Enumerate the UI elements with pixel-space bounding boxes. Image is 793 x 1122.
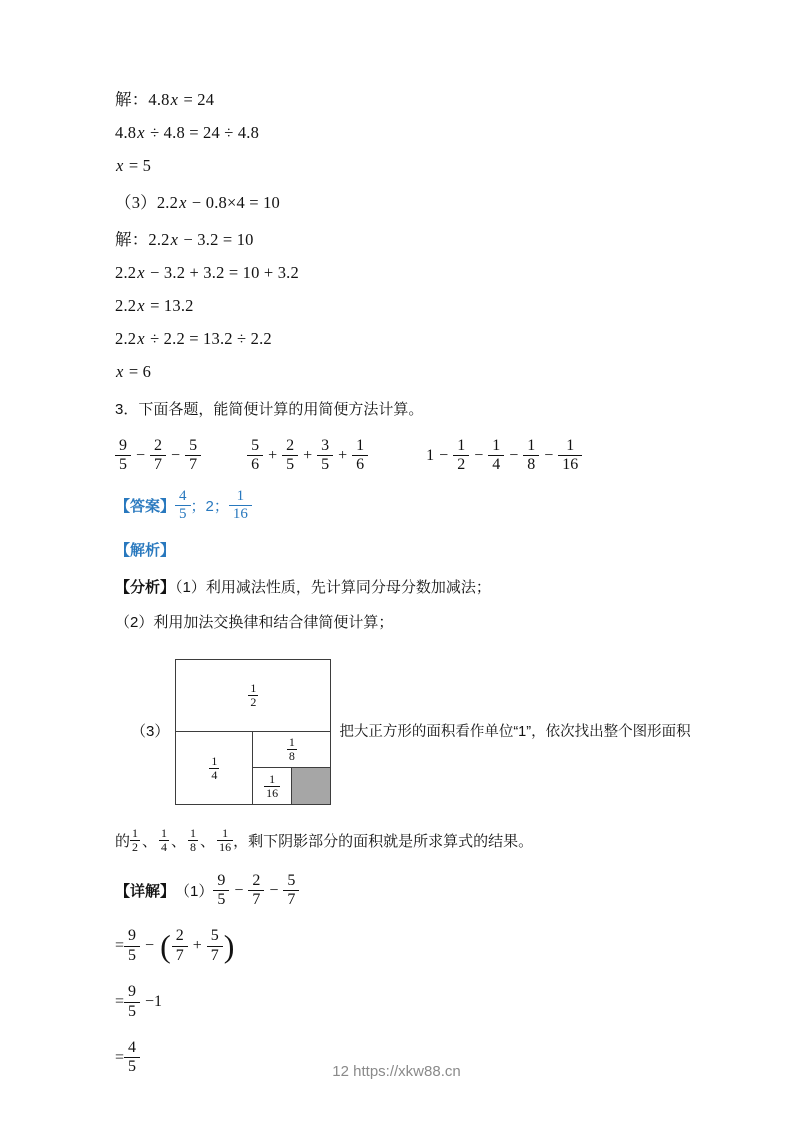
fraction-numerator: 1 (132, 826, 139, 841)
fraction-numerator: 2 (175, 927, 184, 945)
paragraph-text: 的 (115, 833, 131, 851)
math-text: 解：4.8 (115, 90, 170, 109)
equation-line (115, 296, 763, 316)
fraction-numerator: 1 (161, 826, 168, 841)
fraction-denominator: 4 (211, 767, 218, 782)
variable-x: x (116, 362, 124, 381)
left-parenthesis: ( (160, 927, 171, 964)
fraction (248, 682, 258, 709)
equation-line (115, 329, 763, 349)
fraction-numerator: 4 (128, 1039, 137, 1056)
fraction (159, 827, 169, 854)
fraction-denominator: 8 (523, 455, 539, 474)
quarter-cell (176, 732, 253, 804)
sixteenth-cell (253, 768, 292, 804)
fraction-numerator: 1 (190, 826, 197, 841)
fraction-denominator: 7 (150, 455, 166, 474)
answer-line (115, 488, 763, 524)
variable-x: x (170, 90, 179, 109)
fraction-numerator: 1 (527, 436, 536, 454)
fraction (352, 437, 368, 475)
fraction-numerator: 5 (287, 871, 296, 889)
fraction-numerator: 5 (189, 436, 198, 454)
fraction (207, 927, 223, 965)
fraction (209, 755, 219, 782)
xiangjie-line (115, 872, 763, 910)
point-3-text: 把大正方形的面积看作单位“1”，依次找出整个图形面积 (339, 723, 691, 740)
fraction-denominator: 8 (190, 840, 197, 855)
expression-1 (115, 437, 201, 475)
fraction (283, 872, 299, 910)
fraction-denominator: 5 (175, 505, 191, 523)
fraction-numerator: 3 (321, 436, 330, 454)
fraction-denominator: 7 (185, 455, 201, 474)
fraction-denominator: 7 (248, 890, 264, 909)
fraction (282, 437, 298, 475)
plus-operator: + (268, 446, 278, 464)
fraction-denominator: 7 (172, 946, 188, 965)
page-footer: 12 https://xkw88.cn (332, 1063, 461, 1080)
fraction (124, 927, 140, 965)
fraction-numerator: 9 (128, 983, 137, 1001)
fraction-denominator: 16 (219, 840, 232, 855)
fraction-denominator: 16 (266, 785, 279, 800)
equation-line (115, 189, 763, 213)
fraction (217, 827, 233, 854)
eighth-cell (253, 732, 330, 768)
minus-operator: − (136, 446, 146, 464)
fraction-denominator: 16 (558, 455, 582, 474)
math-text: = 24 (179, 90, 215, 109)
item-number: （1） (175, 883, 214, 901)
fraction-numerator: 1 (211, 753, 218, 768)
bottom-half (176, 732, 330, 804)
math-text: （3）2.2 (115, 193, 179, 212)
fraction-denominator: 4 (161, 840, 168, 855)
variable-x: x (170, 230, 179, 249)
fraction-numerator: 1 (269, 771, 276, 786)
minus-operator: − (439, 446, 449, 464)
fenxi-text: （1）利用减法性质，先计算同分母分数加减法； (175, 578, 491, 596)
expression-2 (247, 437, 368, 475)
math-text: = 6 (124, 362, 152, 381)
math-text: 1 (426, 446, 435, 464)
continuation-paragraph (115, 827, 763, 854)
fenxi-point-2: （2）利用加法交换律和结合律简便计算； (115, 613, 394, 631)
math-text: ÷ 2.2 = 13.2 ÷ 2.2 (145, 329, 272, 348)
minus-operator: − (474, 446, 484, 464)
fraction-denominator: 5 (124, 946, 140, 965)
fraction (188, 827, 198, 854)
math-text: = 13.2 (145, 296, 194, 315)
fraction-denominator: 7 (283, 890, 299, 909)
right-parenthesis: ) (223, 927, 235, 964)
math-text: = 5 (124, 156, 152, 175)
variable-x: x (116, 156, 124, 175)
fraction (175, 488, 191, 524)
equation-line (115, 123, 763, 143)
equals-sign: = (115, 1048, 125, 1066)
plus-operator: + (303, 446, 313, 464)
fraction (115, 437, 131, 475)
enumeration-comma: 、 (200, 833, 216, 851)
fraction (229, 488, 252, 524)
equation-solution-block (115, 86, 763, 382)
solution-step (115, 983, 763, 1021)
minus-operator: − (234, 881, 244, 899)
fraction-denominator: 6 (247, 455, 263, 474)
fraction-numerator: 1 (457, 436, 466, 454)
fraction-denominator: 16 (229, 505, 252, 523)
variable-x: x (137, 123, 145, 142)
math-text: − 3.2 = 10 (179, 230, 254, 249)
fraction (130, 827, 140, 854)
fraction (523, 437, 539, 475)
fraction-numerator: 1 (288, 735, 295, 750)
fraction-numerator: 2 (286, 436, 295, 454)
fraction-denominator: 6 (352, 455, 368, 474)
fraction-numerator: 1 (236, 487, 245, 504)
math-text: − 3.2 + 3.2 = 10 + 3.2 (145, 263, 299, 282)
fraction (317, 437, 333, 475)
fraction-numerator: 9 (128, 927, 137, 945)
fraction (558, 437, 582, 475)
equation-line (115, 86, 763, 110)
answer-separator: ；2； (190, 497, 229, 515)
equation-line (115, 156, 763, 176)
enumeration-comma: 、 (142, 833, 158, 851)
math-text: 2.2 (115, 329, 137, 348)
plus-operator: + (192, 937, 202, 955)
right-quarter (253, 732, 330, 804)
last-row (253, 768, 330, 804)
jiexi-header: 【解析】 (115, 542, 176, 560)
fraction-denominator: 2 (132, 840, 139, 855)
fraction-numerator: 9 (217, 871, 226, 889)
fraction (453, 437, 469, 475)
fraction-numerator: 1 (222, 826, 229, 841)
fraction (287, 736, 297, 763)
variable-x: x (137, 296, 145, 315)
fraction (264, 773, 280, 800)
fraction (248, 872, 264, 910)
fraction-numerator: 5 (251, 436, 260, 454)
fraction (185, 437, 201, 475)
shaded-cell (292, 768, 331, 804)
variable-x: x (179, 193, 187, 212)
fraction-denominator: 5 (282, 455, 298, 474)
answer-label: 【答案】 (115, 497, 176, 515)
enumeration-comma: 、 (171, 833, 187, 851)
fraction-denominator: 5 (115, 455, 131, 474)
minus-operator: − (269, 881, 279, 899)
equals-sign: = (115, 937, 125, 955)
minus-operator: − (509, 446, 519, 464)
fraction-denominator: 5 (124, 1057, 140, 1076)
fraction-denominator: 4 (488, 455, 504, 474)
fraction-numerator: 4 (179, 487, 187, 504)
math-text: 2.2 (115, 263, 137, 282)
fraction (172, 927, 188, 965)
math-text: −1 (145, 993, 163, 1011)
fraction-denominator: 8 (288, 749, 295, 764)
equation-line (115, 362, 763, 382)
expression-row (115, 437, 763, 475)
fraction-denominator: 2 (453, 455, 469, 474)
math-text: − 0.8×4 = 10 (187, 193, 281, 212)
fraction (124, 983, 140, 1021)
minus-operator: − (544, 446, 554, 464)
fraction (247, 437, 263, 475)
equation-line (115, 226, 763, 250)
fraction-diagram-row (115, 659, 763, 805)
equals-sign: = (115, 993, 125, 1011)
fraction-numerator: 1 (492, 436, 501, 454)
fraction-denominator: 5 (124, 1002, 140, 1021)
unit-square-diagram (175, 659, 331, 805)
half-cell (176, 660, 330, 732)
fraction (488, 437, 504, 475)
fraction-numerator: 9 (119, 436, 127, 454)
plus-operator: + (338, 446, 348, 464)
fraction-numerator: 2 (252, 871, 261, 889)
fenxi-line (115, 577, 763, 599)
fraction-numerator: 5 (210, 927, 219, 945)
minus-operator: − (171, 446, 181, 464)
equation-line (115, 263, 763, 283)
fraction-numerator: 1 (250, 681, 257, 696)
fenxi-label: 【分析】 (115, 578, 176, 596)
fraction-denominator: 7 (207, 946, 223, 965)
math-text: 4.8 (115, 123, 137, 142)
question-3-title: 3．下面各题，能简便计算的用简便方法计算。 (115, 401, 424, 418)
fraction-numerator: 1 (566, 436, 575, 454)
fraction-denominator: 5 (317, 455, 333, 474)
math-text: 解：2.2 (115, 230, 170, 249)
xiangjie-label: 【详解】 (115, 883, 176, 901)
fraction-denominator: 5 (213, 890, 229, 909)
variable-x: x (137, 263, 145, 282)
fraction-denominator: 2 (250, 695, 257, 710)
fraction-numerator: 1 (356, 436, 365, 454)
point-3-label: （3） (131, 723, 170, 741)
expression-3 (426, 437, 582, 475)
fraction (150, 437, 166, 475)
math-text: 2.2 (115, 296, 137, 315)
solution-step (115, 927, 763, 965)
variable-x: x (137, 329, 145, 348)
paragraph-text: ，剩下阴影部分的面积就是所求算式的结果。 (233, 833, 534, 851)
math-text: ÷ 4.8 = 24 ÷ 4.8 (145, 123, 260, 142)
minus-operator: − (145, 937, 155, 955)
fraction-numerator: 2 (154, 436, 163, 454)
fraction (213, 872, 229, 910)
